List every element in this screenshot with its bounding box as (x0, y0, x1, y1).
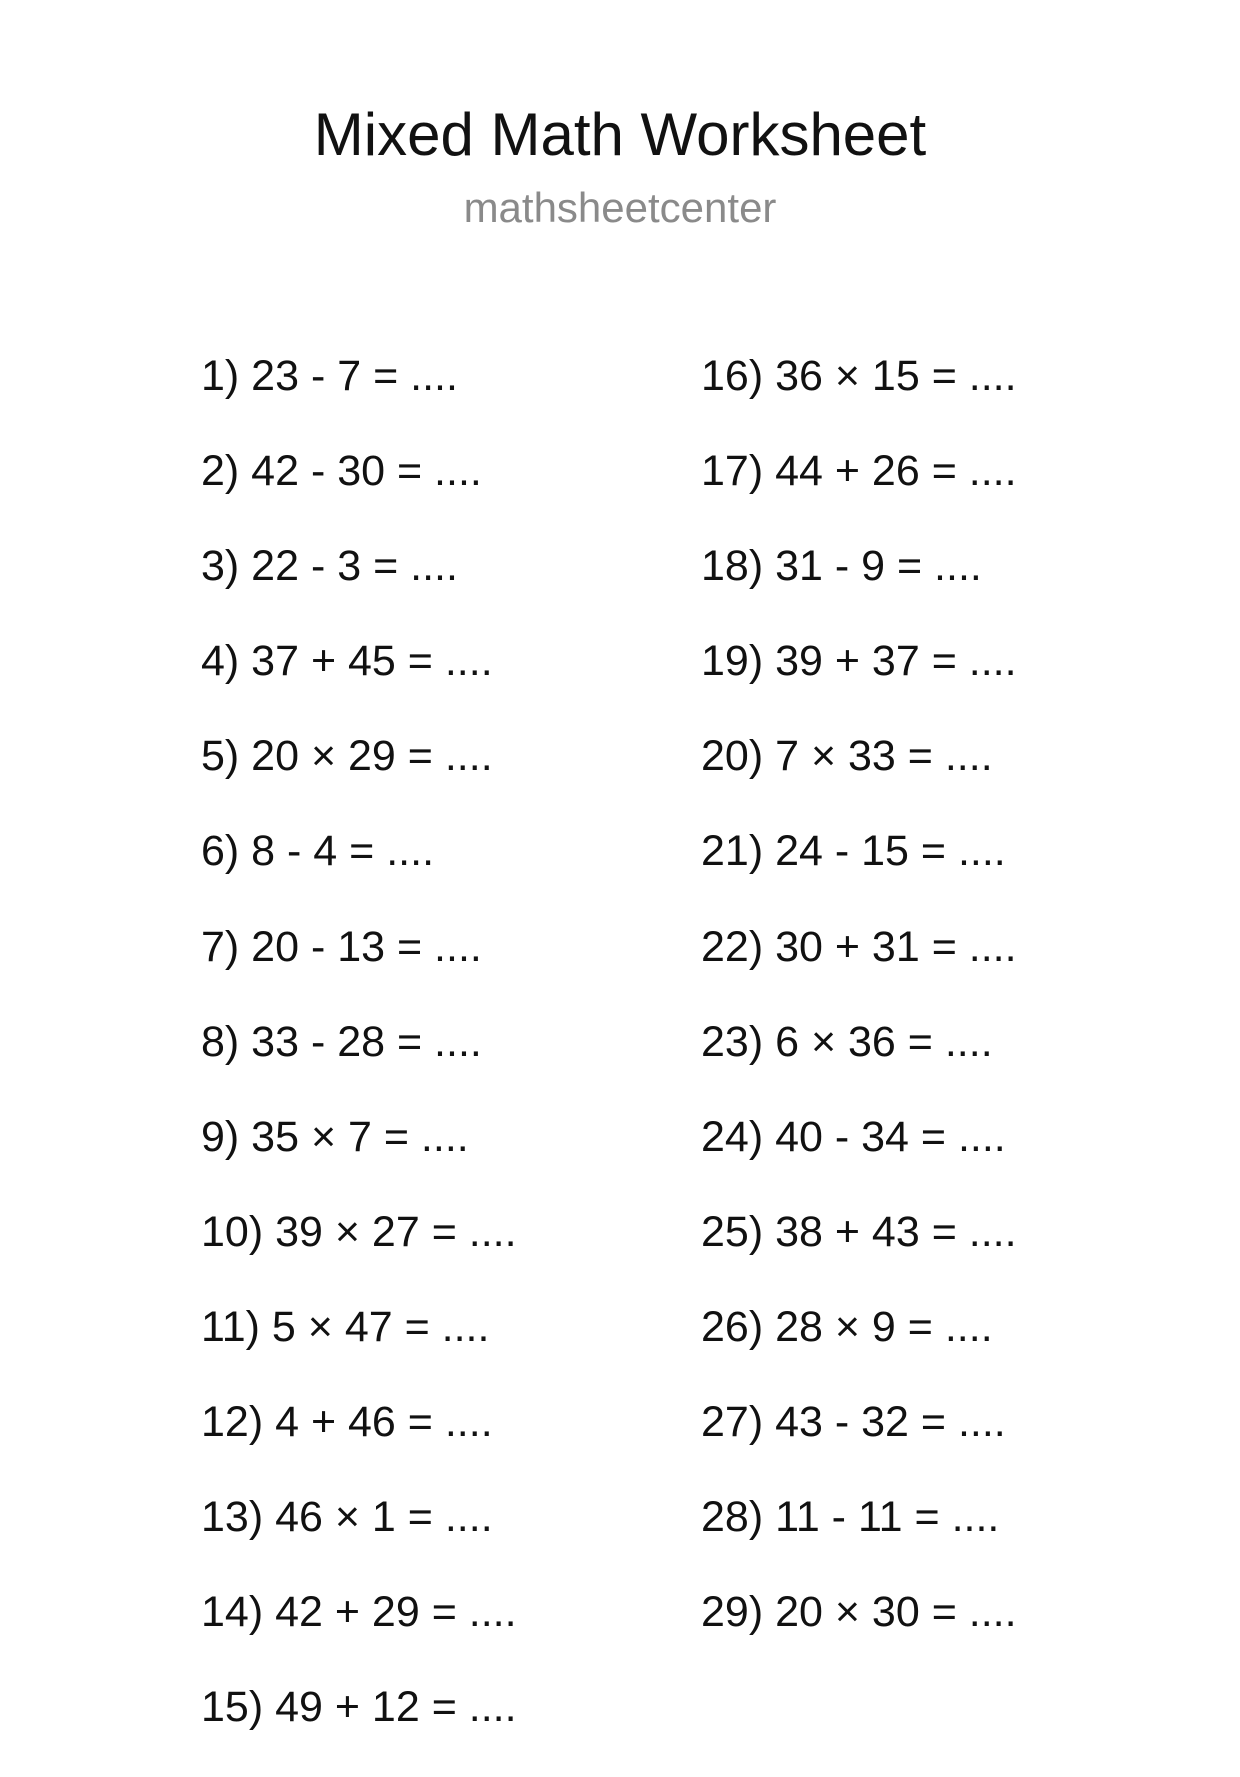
problem-item: 29) 20 × 30 = .... (701, 1588, 1017, 1637)
problem-item: 24) 40 - 34 = .... (701, 1112, 1006, 1161)
problem-item: 4) 37 + 45 = .... (201, 637, 493, 686)
problem-item: 2) 42 - 30 = .... (201, 447, 482, 496)
problem-item: 8) 33 - 28 = .... (201, 1017, 482, 1066)
problem-item: 16) 36 × 15 = .... (701, 352, 1017, 400)
problem-item: 28) 11 - 11 = .... (701, 1493, 1000, 1542)
problem-item: 13) 46 × 1 = .... (201, 1493, 493, 1542)
problem-item: 5) 20 × 29 = .... (201, 732, 493, 781)
problem-item: 26) 28 × 9 = .... (701, 1302, 993, 1351)
problem-item: 19) 39 + 37 = .... (701, 637, 1017, 686)
problem-item: 6) 8 - 4 = .... (201, 827, 435, 876)
problem-column-left (201, 351, 517, 1777)
problem-item: 1) 23 - 7 = .... (201, 352, 458, 400)
problem-item: 14) 42 + 29 = .... (201, 1588, 517, 1637)
problem-item: 23) 6 × 36 = .... (701, 1017, 993, 1066)
problem-item: 12) 4 + 46 = .... (201, 1398, 493, 1447)
problem-item: 9) 35 × 7 = .... (201, 1112, 469, 1161)
problem-item: 25) 38 + 43 = .... (701, 1207, 1017, 1256)
problem-item: 7) 20 - 13 = .... (201, 922, 482, 971)
problem-column-right (701, 351, 1017, 1682)
problem-item: 17) 44 + 26 = .... (701, 447, 1017, 496)
problem-item: 11) 5 × 47 = .... (201, 1302, 490, 1351)
problem-item: 27) 43 - 32 = .... (701, 1398, 1006, 1447)
problem-item: 3) 22 - 3 = .... (201, 542, 458, 591)
problem-item: 18) 31 - 9 = .... (701, 542, 982, 591)
worksheet-subtitle: mathsheetcenter (463, 184, 777, 231)
problem-item: 22) 30 + 31 = .... (701, 922, 1017, 971)
problem-item: 15) 49 + 12 = .... (201, 1683, 517, 1732)
problem-item: 20) 7 × 33 = .... (701, 732, 993, 781)
worksheet-title: Mixed Math Worksheet (313, 101, 927, 168)
problem-item: 10) 39 × 27 = .... (201, 1207, 517, 1256)
problem-item: 21) 24 - 15 = .... (701, 827, 1006, 876)
